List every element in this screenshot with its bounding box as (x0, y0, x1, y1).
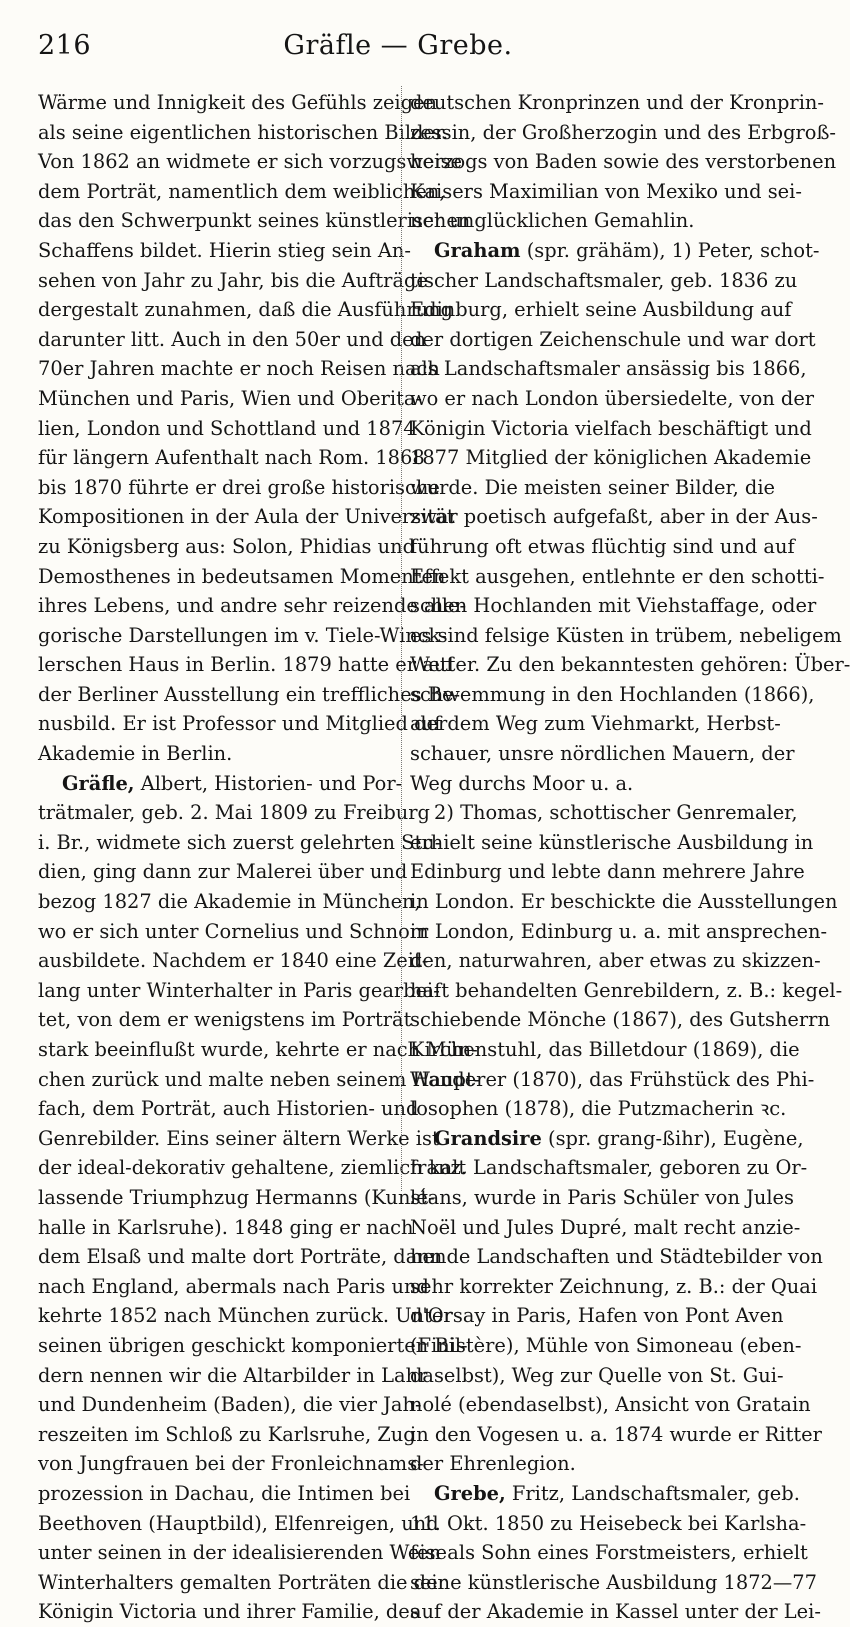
line-text: bis 1870 führte er drei große historische (38, 475, 440, 499)
line-text: in den Vogesen u. a. 1874 wurde er Ritter (410, 1422, 822, 1446)
line-text: ihres Lebens, und andre sehr reizende alle- (38, 594, 466, 618)
text-line (38, 709, 448, 739)
text-line (410, 1568, 817, 1598)
line-text: zwar poetisch aufgefaßt, aber in der Aus- (410, 505, 818, 529)
text-line (410, 1390, 811, 1420)
line-text: schauer, unsre nördlichen Mauern, der (410, 742, 795, 766)
line-text: kehrte 1852 nach München zurück. Unter (38, 1304, 453, 1328)
line-text: dern nennen wir die Altarbilder in Lahr (38, 1363, 428, 1387)
text-line (38, 1597, 420, 1627)
text-line (38, 502, 455, 532)
text-line (410, 1242, 823, 1272)
text-line (38, 325, 427, 355)
text-line (38, 857, 408, 887)
line-text: dem Elsaß und malte dort Porträte, dann (38, 1245, 443, 1269)
text-line (38, 680, 460, 710)
line-text: Wetter. Zu den bekanntesten gehören: Über- (410, 653, 850, 677)
text-line (38, 1361, 428, 1391)
text-line (38, 591, 466, 621)
text-line (410, 1035, 800, 1065)
text-line (38, 1213, 414, 1243)
text-line (38, 532, 416, 562)
text-line (410, 857, 805, 887)
line-text: herzogs von Baden sowie des verstorbenen (410, 150, 837, 174)
line-text: trätmaler, geb. 2. Mai 1809 zu Freiburg (38, 801, 430, 825)
text-line (38, 650, 454, 680)
text-line (410, 591, 817, 621)
text-line (410, 1094, 787, 1124)
text-line (38, 1420, 416, 1450)
text-line (38, 1065, 481, 1095)
line-text: es sind felsige Küsten in trübem, nebeligem (410, 623, 842, 647)
line-text: 70er Jahren machte er noch Reisen nach (38, 357, 440, 381)
line-text: halle in Karlsruhe). 1848 ging er nach (38, 1215, 414, 1239)
text-line (410, 887, 838, 917)
text-line (410, 1065, 815, 1095)
line-text: auf dem Weg zum Viehmarkt, Herbst- (410, 712, 781, 736)
text-line (38, 887, 421, 917)
text-line (38, 1242, 443, 1272)
line-text: schiebende Mönche (1867), des Gutsherrn (410, 1008, 830, 1032)
text-line (38, 1568, 447, 1598)
text-line (38, 1183, 435, 1213)
line-text: auf der Akademie in Kassel unter der Lei- (410, 1600, 821, 1624)
line-text: lassende Triumphzug Hermanns (Kunst- (38, 1185, 435, 1209)
line-text: Edinburg und lebte dann mehrere Jahre (410, 860, 805, 884)
text-line (38, 88, 437, 118)
line-text: i. Br., widmete sich zuerst gelehrten Stu- (38, 830, 442, 854)
line-text: 11. Okt. 1850 zu Heisebeck bei Karlsha- (410, 1511, 807, 1535)
line-text: für längern Aufenthalt nach Rom. 1868 (38, 446, 425, 470)
text-line (410, 946, 821, 976)
line-text: nusbild. Er ist Professor und Mitglied der (38, 712, 448, 736)
line-text: zessin, der Großherzogin und des Erbgroß- (410, 120, 836, 144)
line-text: d'Orsay in Paris, Hafen von Pont Aven (410, 1304, 784, 1328)
line-text: wo er sich unter Cornelius und Schnorr (38, 919, 429, 943)
line-text: Wanderer (1870), das Frühstück des Phi- (410, 1067, 815, 1091)
text-line (410, 1153, 808, 1183)
line-text: den, naturwahren, aber etwas zu skizzen- (410, 949, 821, 973)
line-text: Demosthenes in bedeutsamen Momenten (38, 564, 446, 588)
line-text: von Jungfrauen bei der Fronleichnams- (38, 1452, 424, 1476)
text-line (38, 1449, 424, 1479)
text-line (410, 739, 795, 769)
text-line (410, 1509, 807, 1539)
text-line (38, 177, 446, 207)
text-line (410, 1005, 830, 1035)
line-text: als Landschaftsmaler ansässig bis 1866, (410, 357, 807, 381)
text-line (410, 118, 836, 148)
line-text: reszeiten im Schloß zu Karlsruhe, Zug (38, 1422, 416, 1446)
line-text: erhielt seine künstlerische Ausbildung in (410, 830, 814, 854)
line-text: zu Königsberg aus: Solon, Phidias und (38, 534, 416, 558)
line-text: Königin Victoria vielfach beschäftigt und (410, 416, 812, 440)
line-text: ner unglücklichen Gemahlin. (410, 209, 695, 233)
text-line (38, 562, 446, 592)
text-line (38, 295, 454, 325)
text-line (410, 266, 798, 296)
line-text: (spr. grang-ßihr), Eugène, (541, 1126, 804, 1150)
text-line (410, 147, 837, 177)
line-text: 1877 Mitglied der königlichen Akademie (410, 446, 812, 470)
line-text: wurde. Die meisten seiner Bilder, die (410, 475, 776, 499)
text-line (38, 739, 396, 769)
page-number: 216 (38, 30, 92, 61)
column-divider (401, 86, 402, 1191)
line-text: seinen übrigen geschickt komponierten Bil- (38, 1333, 468, 1357)
text-line (38, 828, 442, 858)
line-text: lang unter Winterhalter in Paris gearbei- (38, 978, 440, 1002)
text-line (410, 473, 776, 503)
line-text: fach, dem Porträt, auch Historien- und (38, 1097, 419, 1121)
text-line (38, 443, 425, 473)
line-text: dergestalt zunahmen, daß die Ausführung (38, 298, 454, 322)
line-text: und Dundenheim (Baden), die vier Jah- (38, 1393, 422, 1417)
text-line (410, 680, 815, 710)
line-text: (Finistère), Mühle von Simoneau (eben- (410, 1333, 802, 1357)
text-line (410, 384, 815, 414)
line-text: Fritz, Landschaftsmaler, geb. (505, 1481, 800, 1505)
line-text: tischer Landschaftsmaler, geb. 1836 zu (410, 268, 798, 292)
entry-first-line (410, 236, 820, 266)
text-line (410, 1449, 768, 1479)
page-header (38, 30, 758, 70)
entry-first-line (38, 769, 403, 799)
line-text: der dortigen Zeichenschule und war dort (410, 327, 816, 351)
line-text: seine künstlerische Ausbildung 1872—77 (410, 1570, 817, 1594)
line-text: fen als Sohn eines Forstmeisters, erhielt (410, 1541, 808, 1565)
line-text: der ideal-dekorativ gehaltene, ziemlich kalt (38, 1156, 467, 1180)
line-text: Weg durchs Moor u. a. (410, 771, 634, 795)
text-line (38, 1153, 467, 1183)
line-text: franz. Landschaftsmaler, geboren zu Or- (410, 1156, 808, 1180)
line-text: darunter litt. Auch in den 50er und den (38, 327, 427, 351)
text-line (410, 1538, 808, 1568)
text-line (38, 1124, 440, 1154)
text-line (38, 1479, 411, 1509)
text-line (38, 1005, 412, 1035)
line-text: unter seinen in der idealisierenden Weise (38, 1541, 448, 1565)
entry-first-line (410, 1479, 800, 1509)
line-text: Noël und Jules Dupré, malt recht anzie- (410, 1215, 801, 1239)
text-line (38, 1272, 429, 1302)
text-line (410, 1597, 821, 1627)
line-text: Kirchenstuhl, das Billetdour (1869), die (410, 1038, 800, 1061)
line-text: prozession in Dachau, die Intimen bei (38, 1481, 411, 1505)
text-line (410, 1361, 784, 1391)
text-line (410, 650, 850, 680)
entry-headword: Grandsire (434, 1126, 542, 1150)
line-text: Wärme und Innigkeit des Gefühls zeigen (38, 91, 437, 114)
text-line (410, 1213, 801, 1243)
text-line (38, 473, 440, 503)
line-text: in London, Edinburg u. a. mit ansprechen- (410, 919, 828, 943)
text-line (38, 946, 429, 976)
line-text: haft behandelten Genrebildern, z. B.: kegel- (410, 978, 843, 1002)
text-line (38, 1390, 422, 1420)
text-line (410, 798, 798, 828)
line-text: München und Paris, Wien und Oberita- (38, 386, 422, 410)
text-line (410, 828, 814, 858)
line-text: sehr korrekter Zeichnung, z. B.: der Quai (410, 1274, 818, 1298)
line-text: Genrebilder. Eins seiner ältern Werke ist (38, 1126, 440, 1150)
text-line (410, 177, 802, 207)
line-text: Kaisers Maximilian von Mexiko und sei- (410, 179, 802, 203)
text-line (38, 1094, 419, 1124)
text-line (38, 1301, 453, 1331)
text-line (410, 206, 768, 236)
text-line (410, 295, 792, 325)
text-line (38, 147, 463, 177)
entry-headword: Grebe, (434, 1481, 506, 1505)
text-line (410, 1331, 802, 1361)
line-text: Albert, Historien- und Por- (134, 771, 403, 795)
text-line (38, 1331, 468, 1361)
text-line (38, 917, 429, 947)
text-line (38, 384, 422, 414)
text-line (38, 354, 440, 384)
right-column (410, 88, 850, 1627)
line-text: chen zurück und malte neben seinem Haupt- (38, 1067, 481, 1091)
text-line (38, 1035, 478, 1065)
text-line (38, 976, 440, 1006)
text-line (410, 354, 807, 384)
line-text: Schaffens bildet. Hierin stieg sein An- (38, 238, 411, 262)
line-text: Winterhalters gemalten Porträten die der (38, 1570, 447, 1594)
text-line (38, 414, 416, 444)
line-text: bezog 1827 die Akademie in München, (38, 890, 421, 914)
line-text: Kompositionen in der Aula der Universität (38, 505, 455, 529)
line-text: tet, von dem er wenigstens im Porträt (38, 1008, 412, 1032)
text-line (410, 532, 795, 562)
line-text: losophen (1878), die Putzmacherin ꝛc. (410, 1097, 787, 1121)
line-text: der Ehrenlegion. (410, 1452, 576, 1476)
text-line (410, 1301, 784, 1331)
entry-first-line (410, 1124, 804, 1154)
line-text: Edinburg, erhielt seine Ausbildung auf (410, 298, 792, 322)
text-line (38, 1509, 439, 1539)
line-text: Beethoven (Hauptbild), Elfenreigen, und (38, 1511, 439, 1535)
text-line (38, 206, 471, 236)
text-line (38, 236, 411, 266)
text-line (410, 621, 842, 651)
text-line (410, 1183, 794, 1213)
text-line (38, 621, 447, 651)
line-text: schen Hochlanden mit Viehstaffage, oder (410, 594, 817, 618)
line-text: schwemmung in den Hochlanden (1866), (410, 682, 815, 706)
text-line (410, 414, 812, 444)
text-line (410, 443, 812, 473)
line-text: daselbst), Weg zur Quelle von St. Gui- (410, 1363, 784, 1387)
line-text: Effekt ausgehen, entlehnte er den schotti- (410, 564, 825, 588)
line-text: lerschen Haus in Berlin. 1879 hatte er auf (38, 653, 454, 677)
line-text: dien, ging dann zur Malerei über und (38, 860, 408, 884)
text-line (410, 562, 825, 592)
line-text: Akademie in Berlin. (38, 742, 233, 766)
line-text: lien, London und Schottland und 1874 (38, 416, 416, 440)
line-text: nach England, abermals nach Paris und (38, 1274, 429, 1298)
text-line (410, 325, 816, 355)
line-text: der Berliner Ausstellung ein treffliches Be- (38, 682, 460, 706)
line-text: nolé (ebendaselbst), Ansicht von Gratain (410, 1393, 811, 1417)
line-text: 2) Thomas, schottischer Genremaler, (434, 801, 798, 825)
line-text: Königin Victoria und ihrer Familie, des (38, 1600, 420, 1624)
line-text: gorische Darstellungen im v. Tiele-Winck- (38, 623, 447, 647)
entry-headword: Graham (434, 238, 521, 262)
text-line (410, 917, 828, 947)
line-text: stark beeinflußt wurde, kehrte er nach Mün- (38, 1038, 478, 1061)
text-line (410, 769, 768, 799)
entry-headword: Gräfle, (62, 771, 135, 795)
text-line (410, 502, 818, 532)
line-text: (spr. grähäm), 1) Peter, schot- (520, 238, 820, 262)
text-line (38, 1538, 448, 1568)
line-text: in London. Er beschickte die Ausstellungen (410, 890, 838, 914)
line-text: ausbildete. Nachdem er 1840 eine Zeit- (38, 949, 429, 973)
line-text: wo er nach London übersiedelte, von der (410, 386, 815, 410)
line-text: als seine eigentlichen historischen Bilder. (38, 120, 449, 144)
text-line (410, 976, 843, 1006)
line-text: das den Schwerpunkt seines künstlerischen (38, 209, 471, 233)
text-line (410, 88, 824, 118)
text-line (38, 798, 430, 828)
line-text: sehen von Jahr zu Jahr, bis die Aufträge (38, 268, 428, 292)
text-line (410, 709, 781, 739)
running-title: Gräfle — Grebe. (283, 30, 513, 61)
text-line (38, 118, 449, 148)
line-text: hende Landschaften und Städtebilder von (410, 1245, 823, 1269)
text-line (410, 1420, 822, 1450)
line-text: Von 1862 an widmete er sich vorzugsweise (38, 150, 463, 174)
line-text: léans, wurde in Paris Schüler von Jules (410, 1185, 794, 1209)
text-line (410, 1272, 818, 1302)
line-text: dem Porträt, namentlich dem weiblichen, (38, 179, 446, 203)
text-line (38, 266, 428, 296)
line-text: deutschen Kronprinzen und der Kronprin- (410, 91, 824, 114)
line-text: führung oft etwas flüchtig sind und auf (410, 534, 795, 558)
